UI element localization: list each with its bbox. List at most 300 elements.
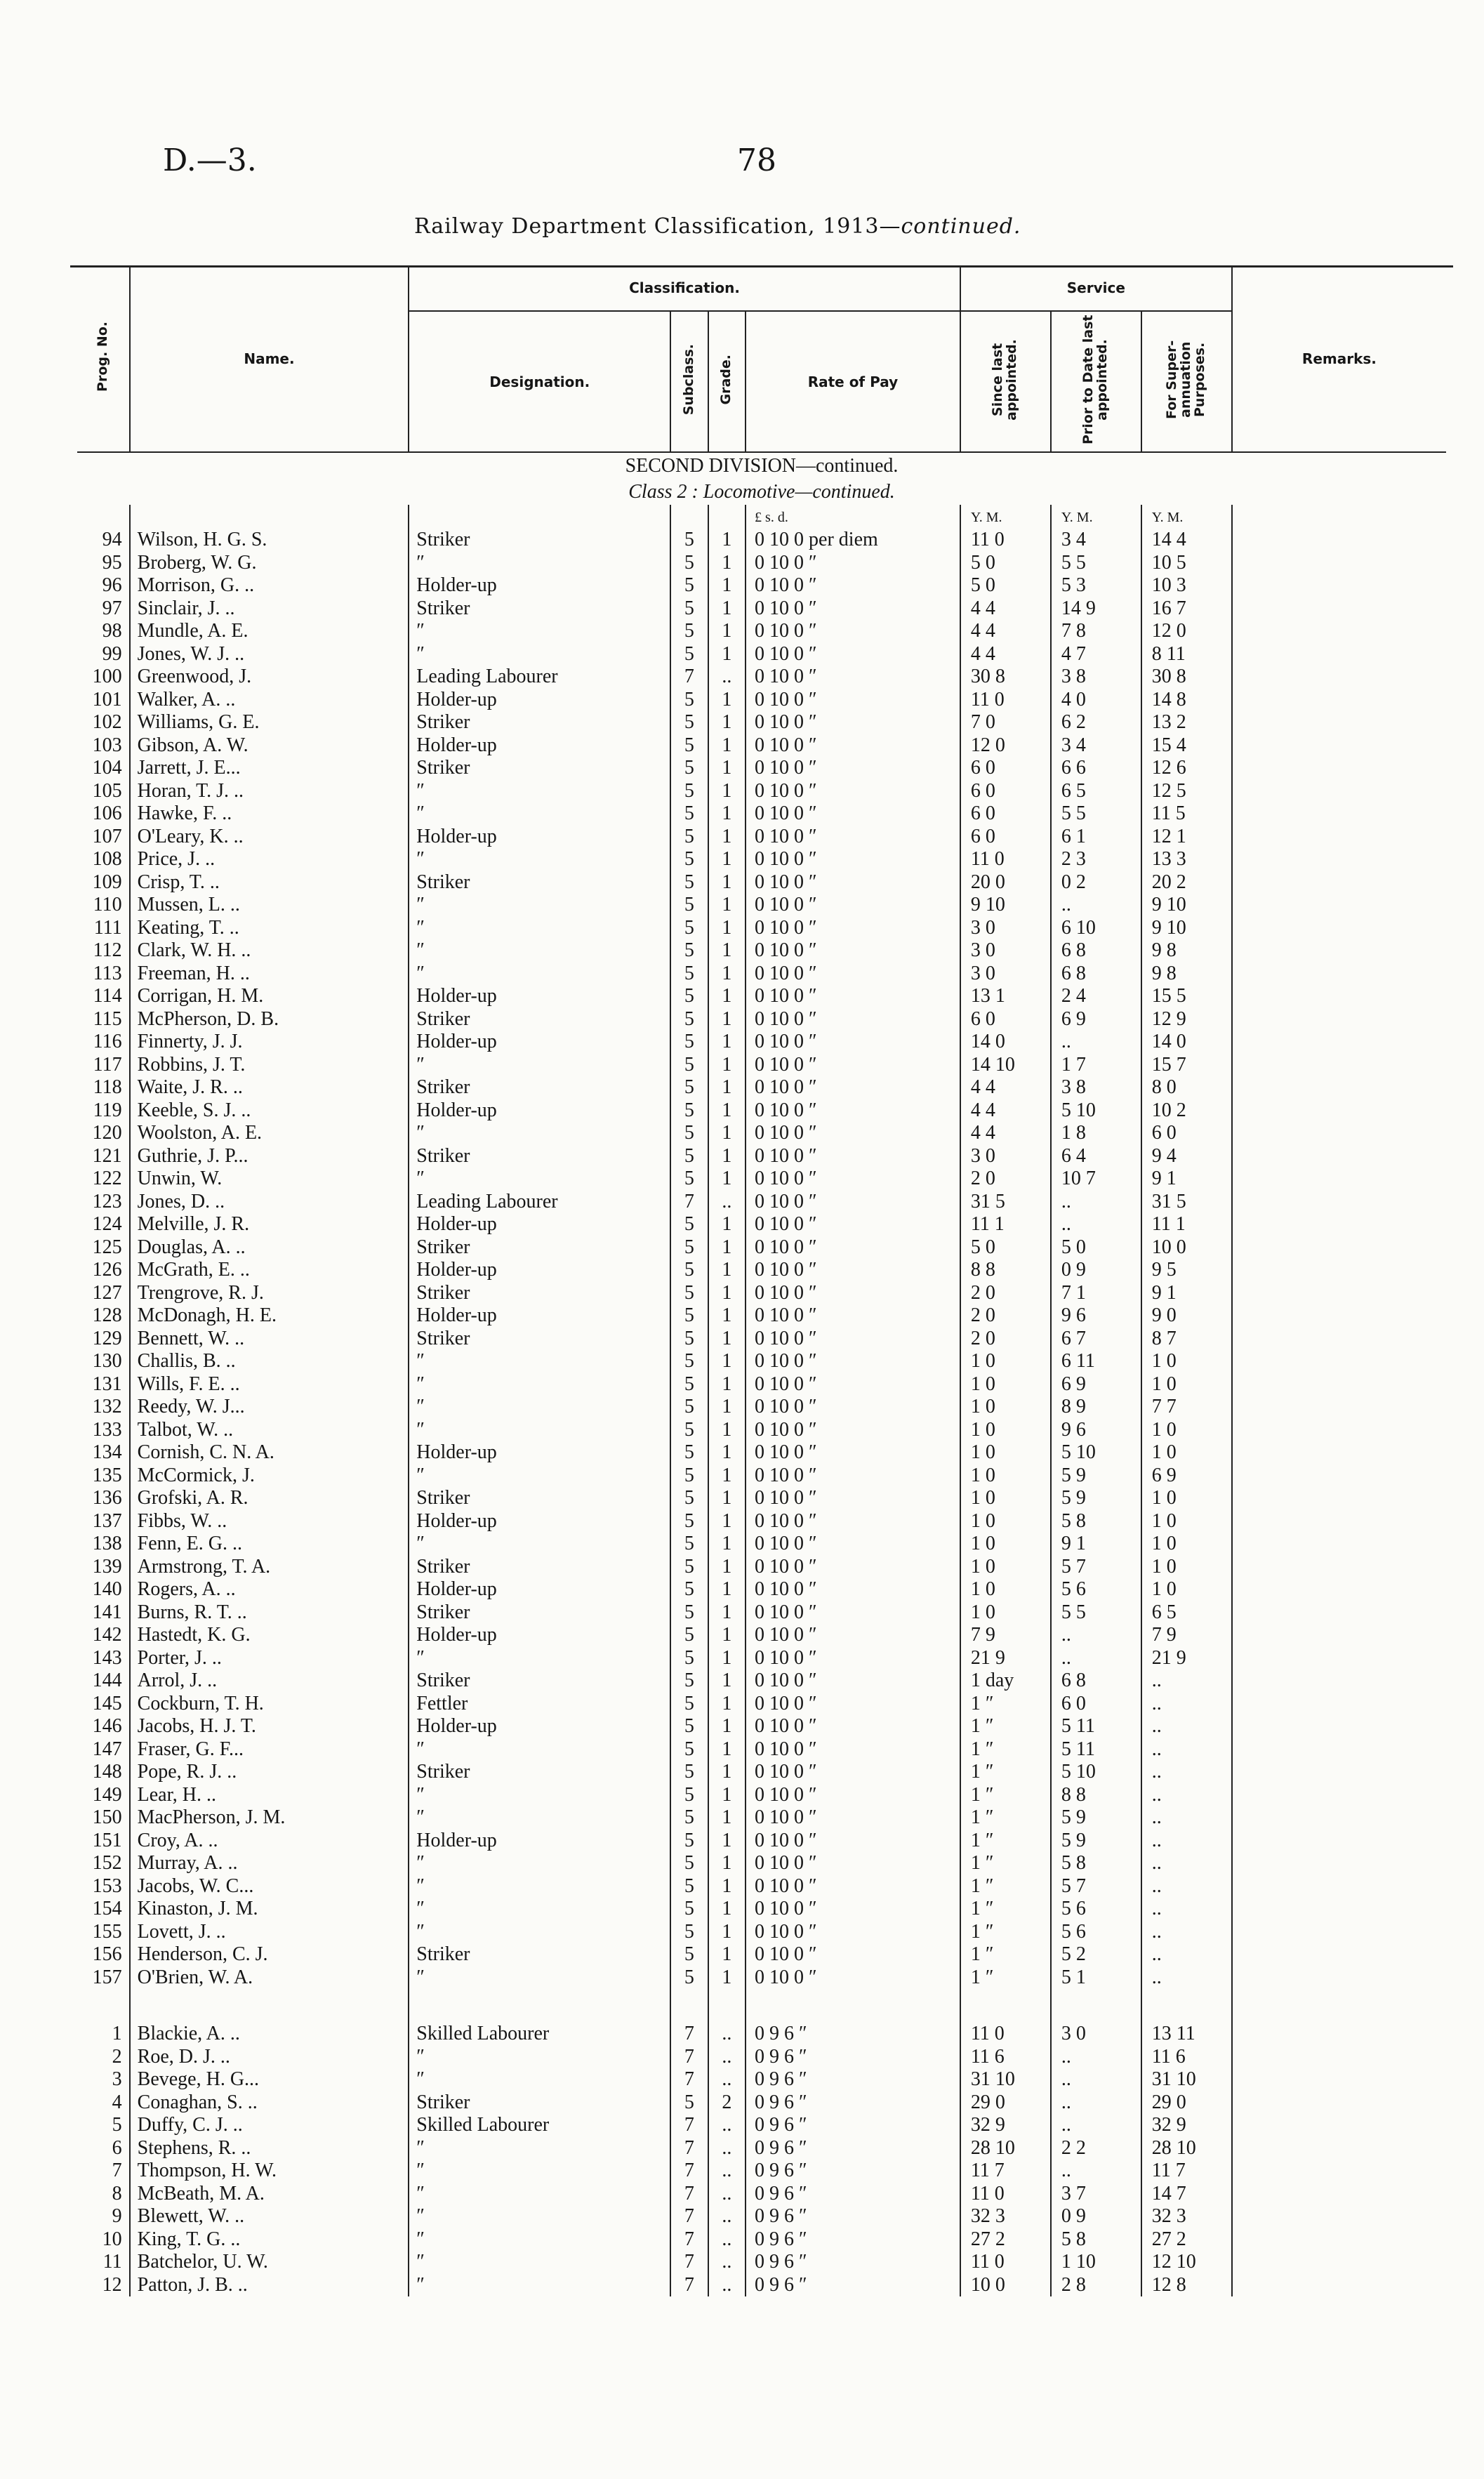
cell-since-appointed: 6 0 [960, 780, 1051, 803]
cell-prior-service: 5 5 [1051, 802, 1141, 826]
section-heading: SECOND DIVISION—continued. [625, 455, 899, 477]
cell-prior-service: 9 6 [1051, 1304, 1141, 1328]
cell-superannuation: 10 2 [1141, 1099, 1232, 1123]
cell-superannuation: 12 9 [1141, 1008, 1232, 1031]
cell-subclass: 5 [670, 1487, 708, 1510]
cell-name: Sinclair, J. .. [130, 597, 409, 621]
cell-designation: ″ [409, 1852, 670, 1875]
cell-since-appointed: 11 0 [960, 2183, 1051, 2206]
cell-prog-no: 121 [92, 1144, 122, 1167]
cell-grade: 1 [708, 620, 746, 643]
cell-prior-service: 6 6 [1051, 757, 1141, 780]
table-row [77, 529, 1446, 552]
cell-designation: ″ [409, 1738, 670, 1761]
cell-grade: 1 [708, 1693, 746, 1716]
cell-superannuation: 28 10 [1141, 2137, 1232, 2160]
cell-since-appointed: 11 1 [960, 1213, 1051, 1236]
cell-superannuation: 9 1 [1141, 1168, 1232, 1191]
cell-since-appointed: 1 0 [960, 1578, 1051, 1601]
cell-name: Woolston, A. E. [130, 1122, 409, 1145]
cell-remarks [1232, 1533, 1446, 1556]
cell-remarks [1232, 1282, 1446, 1305]
cell-subclass: 7 [670, 2274, 708, 2297]
cell-prog-no: 12 [102, 2273, 122, 2296]
cell-subclass: 5 [670, 1898, 708, 1921]
table-row [77, 1943, 1446, 1966]
cell-prior-service: 5 2 [1051, 1943, 1141, 1966]
cell-grade: 1 [708, 1419, 746, 1442]
cell-since-appointed: 2 0 [960, 1328, 1051, 1351]
cell-name: Pope, R. J. .. [130, 1761, 409, 1784]
cell-prior-service: 1 8 [1051, 1122, 1141, 1145]
table-row [77, 1259, 1446, 1282]
cell-since-appointed: 11 6 [960, 2046, 1051, 2069]
cell-name: Clark, W. H. .. [130, 939, 409, 963]
cell-designation: Skilled Labourer [409, 2114, 670, 2137]
cell-since-appointed: 1 0 [960, 1556, 1051, 1579]
table-row [77, 2046, 1446, 2069]
cell-designation: ″ [409, 963, 670, 986]
table-row [77, 1145, 1446, 1168]
cell-prog-no: 127 [92, 1281, 122, 1304]
cell-subclass: 7 [670, 2205, 708, 2228]
cell-subclass: 5 [670, 1556, 708, 1579]
cell-subclass: 5 [670, 1304, 708, 1328]
cell-subclass: 5 [670, 1761, 708, 1784]
table-row [77, 1921, 1446, 1944]
cell-rate-of-pay: 0 10 0 ″ [746, 1465, 960, 1488]
cell-superannuation: 31 5 [1141, 1191, 1232, 1214]
cell-grade: 1 [708, 1510, 746, 1533]
cell-grade: 1 [708, 1670, 746, 1693]
cell-rate-of-pay: 0 10 0 ″ [746, 1898, 960, 1921]
cell-prior-service: 5 1 [1051, 1966, 1141, 1990]
cell-designation: ″ [409, 1122, 670, 1145]
cell-subclass: 7 [670, 2114, 708, 2137]
cell-name: King, T. G. .. [130, 2228, 409, 2252]
cell-prog-no: 131 [92, 1373, 122, 1395]
cell-since-appointed: 11 0 [960, 2023, 1051, 2046]
cell-rate-of-pay: 0 10 0 ″ [746, 552, 960, 575]
table-row [77, 689, 1446, 712]
cell-name: Blewett, W. .. [130, 2205, 409, 2228]
cell-subclass: 5 [670, 574, 708, 597]
cell-subclass: 7 [670, 2228, 708, 2252]
table-row [77, 1875, 1446, 1898]
cell-designation: ″ [409, 1054, 670, 1077]
cell-rate-of-pay: 0 10 0 ″ [746, 1875, 960, 1898]
cell-name: Fibbs, W. .. [130, 1510, 409, 1533]
cell-prog-no: 94 [102, 529, 122, 551]
cell-grade: 1 [708, 1715, 746, 1738]
cell-prog-no: 134 [92, 1441, 122, 1464]
cell-designation: ″ [409, 2160, 670, 2183]
cell-subclass: 5 [670, 1533, 708, 1556]
cell-name: McBeath, M. A. [130, 2183, 409, 2206]
table-row [77, 1761, 1446, 1784]
cell-superannuation: .. [1141, 1784, 1232, 1807]
cell-name: Batchelor, U. W. [130, 2251, 409, 2274]
cell-name: Fenn, E. G. .. [130, 1533, 409, 1556]
table-row [77, 1031, 1446, 1054]
cell-since-appointed: 1 ″ [960, 1715, 1051, 1738]
cell-since-appointed: 1 0 [960, 1601, 1051, 1625]
cell-since-appointed: 4 4 [960, 1122, 1051, 1145]
cell-designation: ″ [409, 802, 670, 826]
cell-name: Jacobs, W. C... [130, 1875, 409, 1898]
cell-rate-of-pay: 0 10 0 ″ [746, 1076, 960, 1099]
cell-subclass: 7 [670, 2023, 708, 2046]
cell-since-appointed: 28 10 [960, 2137, 1051, 2160]
cell-grade: 1 [708, 1806, 746, 1830]
cell-designation: ″ [409, 1921, 670, 1944]
cell-designation: ″ [409, 1419, 670, 1442]
cell-prog-no: 143 [92, 1646, 122, 1669]
table-row [77, 1738, 1446, 1761]
cell-superannuation: .. [1141, 1670, 1232, 1693]
cell-rate-of-pay: 0 10 0 ″ [746, 1054, 960, 1077]
cell-rate-of-pay: 0 10 0 ″ [746, 1533, 960, 1556]
cell-prior-service: 5 7 [1051, 1556, 1141, 1579]
cell-rate-of-pay: 0 10 0 ″ [746, 1852, 960, 1875]
cell-grade: 1 [708, 529, 746, 552]
cell-remarks [1232, 1806, 1446, 1830]
cell-prog-no: 96 [102, 574, 122, 597]
cell-superannuation: .. [1141, 1693, 1232, 1716]
table-row [77, 1830, 1446, 1853]
cell-since-appointed: 1 0 [960, 1510, 1051, 1533]
cell-prog-no: 114 [93, 985, 122, 1007]
cell-remarks [1232, 894, 1446, 917]
cell-prior-service: 0 9 [1051, 1259, 1141, 1282]
cell-designation: ″ [409, 2137, 670, 2160]
cell-name: Jacobs, H. J. T. [130, 1715, 409, 1738]
table-row [77, 1304, 1446, 1328]
cell-name: Jarrett, J. E... [130, 757, 409, 780]
cell-rate-of-pay: 0 9 6 ″ [746, 2068, 960, 2091]
table-row [77, 1054, 1446, 1077]
cell-designation: Striker [409, 1008, 670, 1031]
cell-remarks [1232, 2251, 1446, 2274]
cell-subclass: 5 [670, 826, 708, 849]
table-row [77, 1213, 1446, 1236]
cell-subclass: 5 [670, 1943, 708, 1966]
cell-prior-service: .. [1051, 1191, 1141, 1214]
cell-rate-of-pay: 0 10 0 ″ [746, 1304, 960, 1328]
cell-superannuation: 12 10 [1141, 2251, 1232, 2274]
cell-designation: Striker [409, 1145, 670, 1168]
cell-subclass: 5 [670, 1784, 708, 1807]
cell-superannuation: 8 7 [1141, 1328, 1232, 1351]
cell-designation: ″ [409, 643, 670, 666]
cell-name: Robbins, J. T. [130, 1054, 409, 1077]
cell-subclass: 5 [670, 1168, 708, 1191]
cell-name: Lovett, J. .. [130, 1921, 409, 1944]
cell-designation: ″ [409, 1168, 670, 1191]
cell-prog-no: 151 [92, 1829, 122, 1851]
cell-grade: 1 [708, 1282, 746, 1305]
cell-designation: Striker [409, 529, 670, 552]
cell-prog-no: 111 [93, 916, 122, 939]
cell-grade: 1 [708, 894, 746, 917]
cell-prog-no: 156 [92, 1943, 122, 1966]
cell-since-appointed: 2 0 [960, 1282, 1051, 1305]
cell-since-appointed: 21 9 [960, 1647, 1051, 1670]
document-reference: D.—3. [163, 143, 257, 178]
cell-subclass: 5 [670, 689, 708, 712]
cell-prog-no: 11 [102, 2251, 122, 2273]
cell-subclass: 5 [670, 1236, 708, 1260]
cell-subclass: 5 [670, 1875, 708, 1898]
cell-prog-no: 107 [92, 825, 122, 847]
cell-remarks [1232, 1008, 1446, 1031]
cell-prior-service: .. [1051, 2068, 1141, 2091]
cell-prog-no: 95 [102, 551, 122, 574]
cell-name: Williams, G. E. [130, 711, 409, 734]
cell-subclass: 5 [670, 1624, 708, 1647]
cell-prior-service: 6 8 [1051, 1670, 1141, 1693]
cell-rate-of-pay: 0 10 0 ″ [746, 1396, 960, 1419]
cell-prog-no: 124 [92, 1213, 122, 1236]
cell-since-appointed: 9 10 [960, 894, 1051, 917]
cell-subclass: 5 [670, 1441, 708, 1465]
cell-designation: Holder-up [409, 1441, 670, 1465]
cell-remarks [1232, 1076, 1446, 1099]
cell-superannuation: 15 4 [1141, 734, 1232, 758]
cell-superannuation: .. [1141, 1830, 1232, 1853]
cell-rate-of-pay: 0 9 6 ″ [746, 2160, 960, 2183]
cell-prior-service: 5 9 [1051, 1465, 1141, 1488]
cell-rate-of-pay: 0 9 6 ″ [746, 2137, 960, 2160]
cell-grade: 1 [708, 1076, 746, 1099]
cell-grade: 1 [708, 1830, 746, 1853]
table-row [77, 1556, 1446, 1579]
table-row [77, 1441, 1446, 1465]
table-row [77, 1670, 1446, 1693]
cell-rate-of-pay: 0 10 0 ″ [746, 1419, 960, 1442]
cell-superannuation: 14 4 [1141, 529, 1232, 552]
col-group-classification: Classification. [409, 265, 960, 311]
cell-name: Unwin, W. [130, 1168, 409, 1191]
table-row [77, 1647, 1446, 1670]
cell-superannuation: 12 0 [1141, 620, 1232, 643]
cell-rate-of-pay: 0 9 6 ″ [746, 2251, 960, 2274]
cell-prog-no: 141 [92, 1601, 122, 1623]
cell-grade: 1 [708, 1784, 746, 1807]
cell-prog-no: 110 [93, 894, 122, 916]
cell-designation: ″ [409, 2274, 670, 2297]
cell-remarks [1232, 1784, 1446, 1807]
cell-grade: 1 [708, 1031, 746, 1054]
cell-name: Freeman, H. .. [130, 963, 409, 986]
cell-name: Corrigan, H. M. [130, 985, 409, 1008]
cell-since-appointed: 31 5 [960, 1191, 1051, 1214]
cell-since-appointed: 3 0 [960, 1145, 1051, 1168]
cell-prog-no: 146 [92, 1715, 122, 1738]
cell-prior-service: 4 0 [1051, 689, 1141, 712]
cell-since-appointed: 32 9 [960, 2114, 1051, 2137]
cell-prior-service: 5 10 [1051, 1099, 1141, 1123]
cell-prog-no: 129 [92, 1327, 122, 1349]
cell-remarks [1232, 1875, 1446, 1898]
cell-prior-service: 3 8 [1051, 666, 1141, 689]
cell-since-appointed: 8 8 [960, 1259, 1051, 1282]
cell-prior-service: 9 1 [1051, 1533, 1141, 1556]
cell-prior-service: 5 6 [1051, 1921, 1141, 1944]
cell-name: Finnerty, J. J. [130, 1031, 409, 1054]
cell-name: Rogers, A. .. [130, 1578, 409, 1601]
cell-superannuation: .. [1141, 1806, 1232, 1830]
cell-grade: 1 [708, 1601, 746, 1625]
table-row [77, 1898, 1446, 1921]
cell-grade: .. [708, 2046, 746, 2069]
cell-designation: Skilled Labourer [409, 2023, 670, 2046]
cell-rate-of-pay: 0 10 0 ″ [746, 1578, 960, 1601]
cell-prior-service: 6 7 [1051, 1328, 1141, 1351]
cell-superannuation: 9 8 [1141, 963, 1232, 986]
cell-prog-no: 108 [92, 848, 122, 871]
cell-prog-no: 145 [92, 1692, 122, 1714]
cell-superannuation: 9 1 [1141, 1282, 1232, 1305]
cell-prior-service: 8 9 [1051, 1396, 1141, 1419]
table-row [77, 2023, 1446, 2046]
cell-prog-no: 130 [92, 1350, 122, 1373]
cell-designation: Holder-up [409, 1304, 670, 1328]
table-row [77, 1578, 1446, 1601]
cell-name: Wills, F. E. .. [130, 1373, 409, 1396]
cell-designation: ″ [409, 2183, 670, 2206]
cell-name: Trengrove, R. J. [130, 1282, 409, 1305]
cell-grade: 1 [708, 1556, 746, 1579]
cell-name: Wilson, H. G. S. [130, 529, 409, 552]
cell-prior-service: 5 11 [1051, 1715, 1141, 1738]
cell-rate-of-pay: 0 10 0 ″ [746, 689, 960, 712]
cell-rate-of-pay: 0 10 0 ″ [746, 1213, 960, 1236]
table-row [77, 2183, 1446, 2206]
cell-rate-of-pay: 0 10 0 ″ [746, 1715, 960, 1738]
cell-rate-of-pay: 0 10 0 ″ [746, 1373, 960, 1396]
cell-designation: ″ [409, 1898, 670, 1921]
cell-remarks [1232, 1647, 1446, 1670]
cell-name: Greenwood, J. [130, 666, 409, 689]
cell-designation: Fettler [409, 1693, 670, 1716]
col-rate: Rate of Pay [746, 311, 960, 452]
cell-designation: Striker [409, 1076, 670, 1099]
cell-prior-service: 6 4 [1051, 1145, 1141, 1168]
cell-remarks [1232, 848, 1446, 871]
cell-prog-no: 152 [92, 1852, 122, 1875]
cell-designation: Holder-up [409, 689, 670, 712]
cell-subclass: 5 [670, 1350, 708, 1373]
cell-prior-service: 3 7 [1051, 2183, 1141, 2206]
cell-remarks [1232, 620, 1446, 643]
cell-remarks [1232, 2160, 1446, 2183]
cell-designation: Holder-up [409, 985, 670, 1008]
cell-name: Keeble, S. J. .. [130, 1099, 409, 1123]
cell-prior-service: 5 3 [1051, 574, 1141, 597]
cell-grade: 1 [708, 963, 746, 986]
cell-name: Conaghan, S. .. [130, 2091, 409, 2115]
cell-remarks [1232, 666, 1446, 689]
cell-since-appointed: 6 0 [960, 757, 1051, 780]
cell-prior-service: 3 8 [1051, 1076, 1141, 1099]
cell-name: Horan, T. J. .. [130, 780, 409, 803]
cell-superannuation: .. [1141, 1875, 1232, 1898]
cell-grade: .. [708, 2137, 746, 2160]
cell-designation: Holder-up [409, 1578, 670, 1601]
cell-remarks [1232, 1761, 1446, 1784]
cell-subclass: 5 [670, 2091, 708, 2115]
cell-rate-of-pay: 0 10 0 ″ [746, 1282, 960, 1305]
table-row [77, 2160, 1446, 2183]
cell-subclass: 7 [670, 2068, 708, 2091]
cell-grade: 1 [708, 985, 746, 1008]
cell-superannuation: 21 9 [1141, 1647, 1232, 1670]
cell-subclass: 5 [670, 711, 708, 734]
cell-subclass: 5 [670, 1465, 708, 1488]
cell-grade: 1 [708, 780, 746, 803]
cell-superannuation: 16 7 [1141, 597, 1232, 621]
cell-designation: ″ [409, 1465, 670, 1488]
cell-since-appointed: 30 8 [960, 666, 1051, 689]
cell-rate-of-pay: 0 10 0 ″ [746, 1556, 960, 1579]
cell-prog-no: 155 [92, 1920, 122, 1943]
cell-subclass: 5 [670, 939, 708, 963]
cell-subclass: 5 [670, 1122, 708, 1145]
cell-designation: ″ [409, 2205, 670, 2228]
cell-since-appointed: 27 2 [960, 2228, 1051, 2252]
table-row [77, 780, 1446, 803]
cell-superannuation: 1 0 [1141, 1419, 1232, 1442]
cell-rate-of-pay: 0 10 0 ″ [746, 963, 960, 986]
cell-grade: 1 [708, 917, 746, 940]
cell-rate-of-pay: 0 10 0 ″ [746, 1122, 960, 1145]
cell-superannuation: 11 6 [1141, 2046, 1232, 2069]
cell-prior-service: .. [1051, 2046, 1141, 2069]
cell-designation: Holder-up [409, 574, 670, 597]
cell-since-appointed: 1 0 [960, 1441, 1051, 1465]
cell-since-appointed: 4 4 [960, 1099, 1051, 1123]
cell-grade: 1 [708, 1898, 746, 1921]
cell-superannuation: 1 0 [1141, 1487, 1232, 1510]
cell-name: McPherson, D. B. [130, 1008, 409, 1031]
cell-name: Mundle, A. E. [130, 620, 409, 643]
cell-name: Challis, B. .. [130, 1350, 409, 1373]
cell-designation: ″ [409, 917, 670, 940]
cell-grade: 1 [708, 848, 746, 871]
cell-grade: 1 [708, 1213, 746, 1236]
cell-rate-of-pay: 0 10 0 ″ [746, 1806, 960, 1830]
cell-since-appointed: 1 ″ [960, 1693, 1051, 1716]
cell-superannuation: 9 8 [1141, 939, 1232, 963]
cell-designation: Striker [409, 1487, 670, 1510]
cell-rate-of-pay: 0 9 6 ″ [746, 2046, 960, 2069]
table-row [77, 871, 1446, 894]
cell-name: Reedy, W. J... [130, 1396, 409, 1419]
cell-grade: 1 [708, 689, 746, 712]
cell-remarks [1232, 963, 1446, 986]
cell-rate-of-pay: 0 10 0 ″ [746, 1008, 960, 1031]
cell-designation: Leading Labourer [409, 1191, 670, 1214]
cell-prior-service: .. [1051, 894, 1141, 917]
cell-rate-of-pay: 0 10 0 ″ [746, 1328, 960, 1351]
title-main: Railway Department Classification, 1913— [414, 214, 901, 239]
cell-prog-no: 136 [92, 1487, 122, 1509]
cell-designation: Striker [409, 1943, 670, 1966]
cell-since-appointed: 2 0 [960, 1304, 1051, 1328]
cell-name: Burns, R. T. .. [130, 1601, 409, 1625]
cell-remarks [1232, 2046, 1446, 2069]
